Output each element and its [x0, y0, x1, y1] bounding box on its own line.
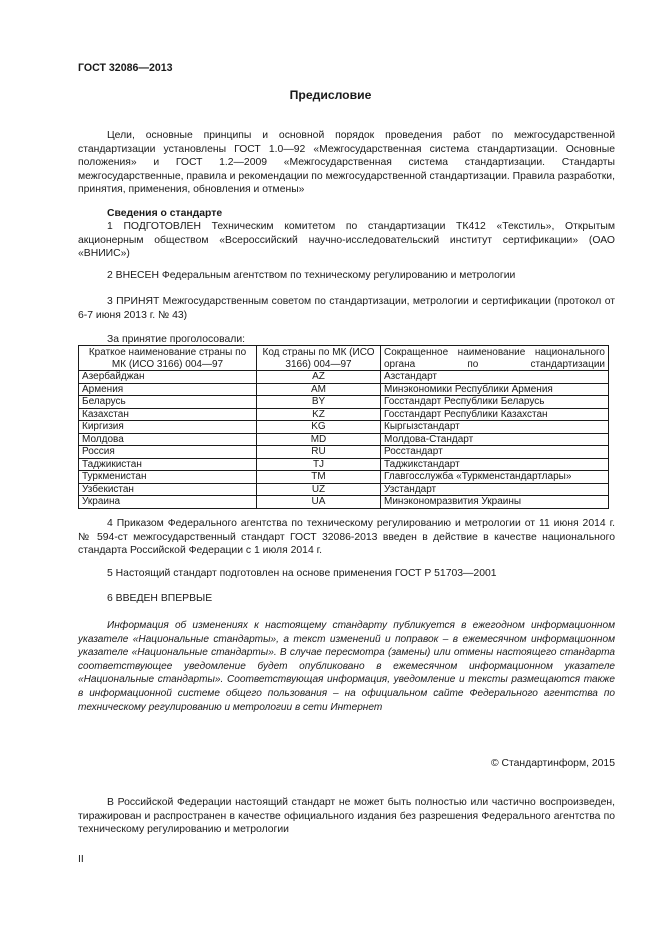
country-cell: Киргизия — [79, 421, 257, 434]
table-row — [79, 471, 609, 484]
country-cell: Беларусь — [79, 396, 257, 409]
body-cell: Минэкономразвития Украины — [381, 496, 609, 509]
code-cell: KG — [257, 421, 381, 434]
table-row — [79, 458, 609, 471]
document-header: ГОСТ 32086—2013 — [78, 62, 173, 74]
country-cell: Таджикистан — [79, 458, 257, 471]
item-4-text: 4 Приказом Федерального агентства по техническому регулированию и метрологии от 11 июня 2014 г. № 594-ст межгосударственный стандарт ГОСТ 32086-2013 введен в действие в качестве национального стандарта Российской Федерации с 1 июля 2014 г. — [78, 518, 615, 557]
table-row — [79, 371, 609, 384]
body-cell: Таджикстандарт — [381, 458, 609, 471]
item-1-text: 1 ПОДГОТОВЛЕН Техническим комитетом по стандартизации ТК412 «Текстиль», Открытым акционерным обществом «Всероссийский научно-исследовательский институт сертификации» (ОАО «ВНИИС») — [78, 221, 615, 260]
rights-text: В Российской Федерации настоящий стандарт не может быть полностью или частично воспроизведен, тиражирован и распространен в качестве официального издания без разрешения Федерального агентства по техническому регулированию и метрологии — [78, 797, 615, 836]
code-cell: BY — [257, 396, 381, 409]
column-header-body: Сокращенное наименование национального органа по стандартизации — [381, 346, 609, 371]
body-cell: Госстандарт Республики Казахстан — [381, 408, 609, 421]
item-6-paragraph — [78, 592, 615, 606]
table-row — [79, 496, 609, 509]
rights-paragraph — [78, 796, 615, 837]
country-cell: Туркменистан — [79, 471, 257, 484]
column-header-code: Код страны по МК (ИСО 3166) 004—97 — [257, 346, 381, 371]
page-number: II — [78, 854, 84, 865]
table-row — [79, 446, 609, 459]
item-2-text: 2 ВНЕСЕН Федеральным агентством по техническому регулированию и метрологии — [107, 270, 516, 281]
table-row — [79, 408, 609, 421]
body-cell: Азстандарт — [381, 371, 609, 384]
table-row — [79, 421, 609, 434]
column-header-country: Краткое наименование страны по МК (ИСО 3166) 004—97 — [79, 346, 257, 371]
voting-table — [78, 345, 609, 509]
copyright-line: © Стандартинформ, 2015 — [490, 758, 615, 769]
table-row — [79, 383, 609, 396]
code-cell: MD — [257, 433, 381, 446]
body-cell: Минэкономики Республики Армения — [381, 383, 609, 396]
country-cell: Узбекистан — [79, 483, 257, 496]
code-cell: RU — [257, 446, 381, 459]
code-cell: UZ — [257, 483, 381, 496]
item-2-paragraph — [78, 269, 615, 283]
notice-paragraph — [78, 619, 615, 714]
table-row — [79, 433, 609, 446]
body-cell: Кыргызстандарт — [381, 421, 609, 434]
body-cell: Главгосслужба «Туркменстандартлары» — [381, 471, 609, 484]
table-row — [79, 483, 609, 496]
item-3-text: 3 ПРИНЯТ Межгосударственным советом по стандартизации, метрологии и сертификации (протокол от 6-7 июня 2013 г. № 43) — [78, 296, 615, 321]
country-cell: Молдова — [79, 433, 257, 446]
code-cell: TM — [257, 471, 381, 484]
country-cell: Россия — [79, 446, 257, 459]
item-4-paragraph — [78, 517, 615, 558]
body-cell: Молдова-Стандарт — [381, 433, 609, 446]
code-cell: TJ — [257, 458, 381, 471]
country-cell: Казахстан — [79, 408, 257, 421]
vote-label: За принятие проголосовали: — [107, 334, 246, 345]
table-header-row — [79, 346, 609, 371]
item-3-paragraph — [78, 295, 615, 322]
notice-text: Информация об изменениях к настоящему стандарту публикуется в ежегодном информационном указателе «Национальные стандарты», а текст изменений и поправок – в ежемесячном информационном указателе «Национальные стандарты». В случае пересмотра (замены) или отмены настоящего стандарта соответствующее уведомление будет опубликовано в ежемесячном информационном указателе «Национальные стандарты». Соответствующая информация, уведомление и тексты размещаются также в информационной системе общего пользования – на официальном сайте Федерального агентства по техническому регулированию и метрологии в сети Интернет — [78, 620, 615, 713]
item-5-text: 5 Настоящий стандарт подготовлен на основе применения ГОСТ Р 51703—2001 — [107, 568, 497, 579]
code-cell: AM — [257, 383, 381, 396]
intro-text: Цели, основные принципы и основной порядок проведения работ по межгосударственной стандартизации установлены ГОСТ 1.0—92 «Межгосударственная система стандартизации. Основные положения» и ГОСТ 1.2—2009 «Межгосударственная система стандартизации. Стандарты межгосударственные, правила и рекомендации по межгосударственной стандартизации. Правила разработки, принятия, применения, обновления и отмены» — [78, 130, 615, 196]
body-cell: Росстандарт — [381, 446, 609, 459]
table-row — [79, 396, 609, 409]
country-cell: Армения — [79, 383, 257, 396]
item-5-paragraph — [78, 567, 615, 581]
code-cell: KZ — [257, 408, 381, 421]
item-6-text: 6 ВВЕДЕН ВПЕРВЫЕ — [107, 593, 213, 604]
about-heading: Сведения о стандарте — [107, 208, 223, 219]
body-cell: Госстандарт Республики Беларусь — [381, 396, 609, 409]
intro-paragraph — [78, 129, 615, 197]
body-cell: Узстандарт — [381, 483, 609, 496]
country-cell: Украина — [79, 496, 257, 509]
page-title: Предисловие — [289, 88, 372, 102]
code-cell: UA — [257, 496, 381, 509]
item-1-paragraph — [78, 220, 615, 261]
code-cell: AZ — [257, 371, 381, 384]
country-cell: Азербайджан — [79, 371, 257, 384]
